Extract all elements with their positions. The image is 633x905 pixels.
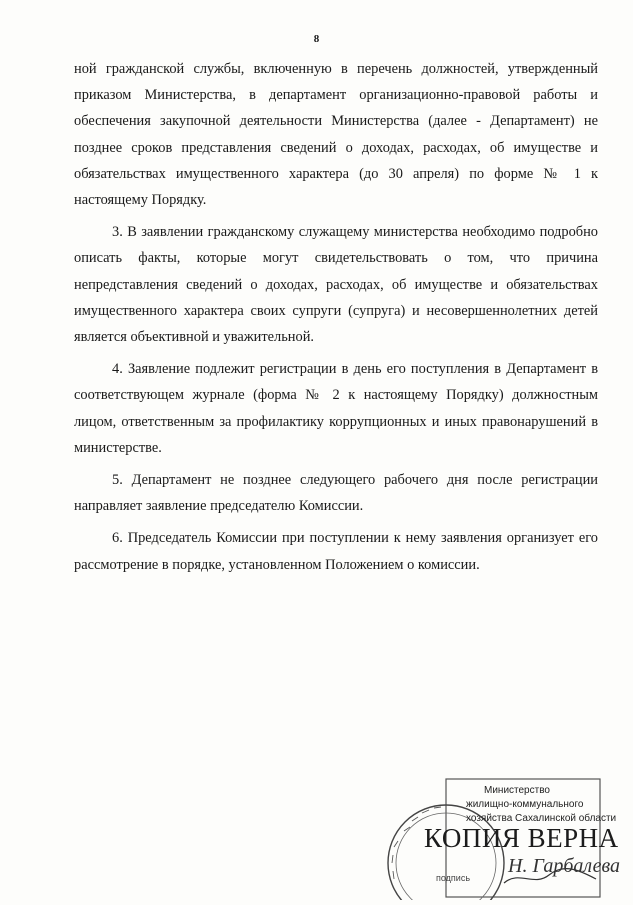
stamp-org-line-2: жилищно-коммунального — [466, 799, 584, 810]
paragraph-item-3: 3. В заявлении гражданскому служащему министерства необходимо подробно описать факты, которые могут свидетельствовать о том, что причина непредставления сведений о доходах, расходах, об имуществе и обязательствах имущественного характера своих супруги (супруга) и несовершеннолетних детей является объективной и уважительной. — [74, 224, 598, 346]
paragraph-item-5: 5. Департамент не позднее следующего рабочего дня после регистрации направляет заявление председателю Комиссии. — [74, 472, 598, 515]
certification-stamp — [384, 775, 621, 900]
stamp-org-line-1: Министерство — [484, 785, 550, 796]
paragraph-item-6: 6. Председатель Комиссии при поступлении к нему заявления организует его рассмотрение в порядке, установленном Положением о комиссии. — [74, 530, 598, 573]
page-number: 8 — [313, 33, 320, 45]
paragraph-item-4: 4. Заявление подлежит регистрации в день его поступления в Департамент в соответствующем журнале (форма № 2 к настоящему Порядку) должностным лицом, ответственным за профилактику коррупционных и иных правонарушений в министерстве. — [74, 361, 598, 456]
stamp-copy-verified: КОПИЯ ВЕРНА — [424, 823, 619, 853]
stamp-sub-label: подпись — [436, 873, 471, 883]
document-body — [74, 56, 598, 578]
stamp-signature: Н. Гарбалева — [508, 855, 621, 877]
stamp-org-line-3: хозяйства Сахалинской области — [466, 813, 617, 824]
paragraph-continuation: ной гражданской службы, включенную в перечень должностей, утвержденный приказом Министерства, в департамент организационно-правовой работы и обеспечения закупочной деятельности Министерства (далее - Департамент) не позднее сроков представления сведений о доходах, расходах, об имуществе и обязательствах имущественного характера (до 30 апреля) по форме № 1 к настоящему Порядку. — [74, 61, 598, 209]
